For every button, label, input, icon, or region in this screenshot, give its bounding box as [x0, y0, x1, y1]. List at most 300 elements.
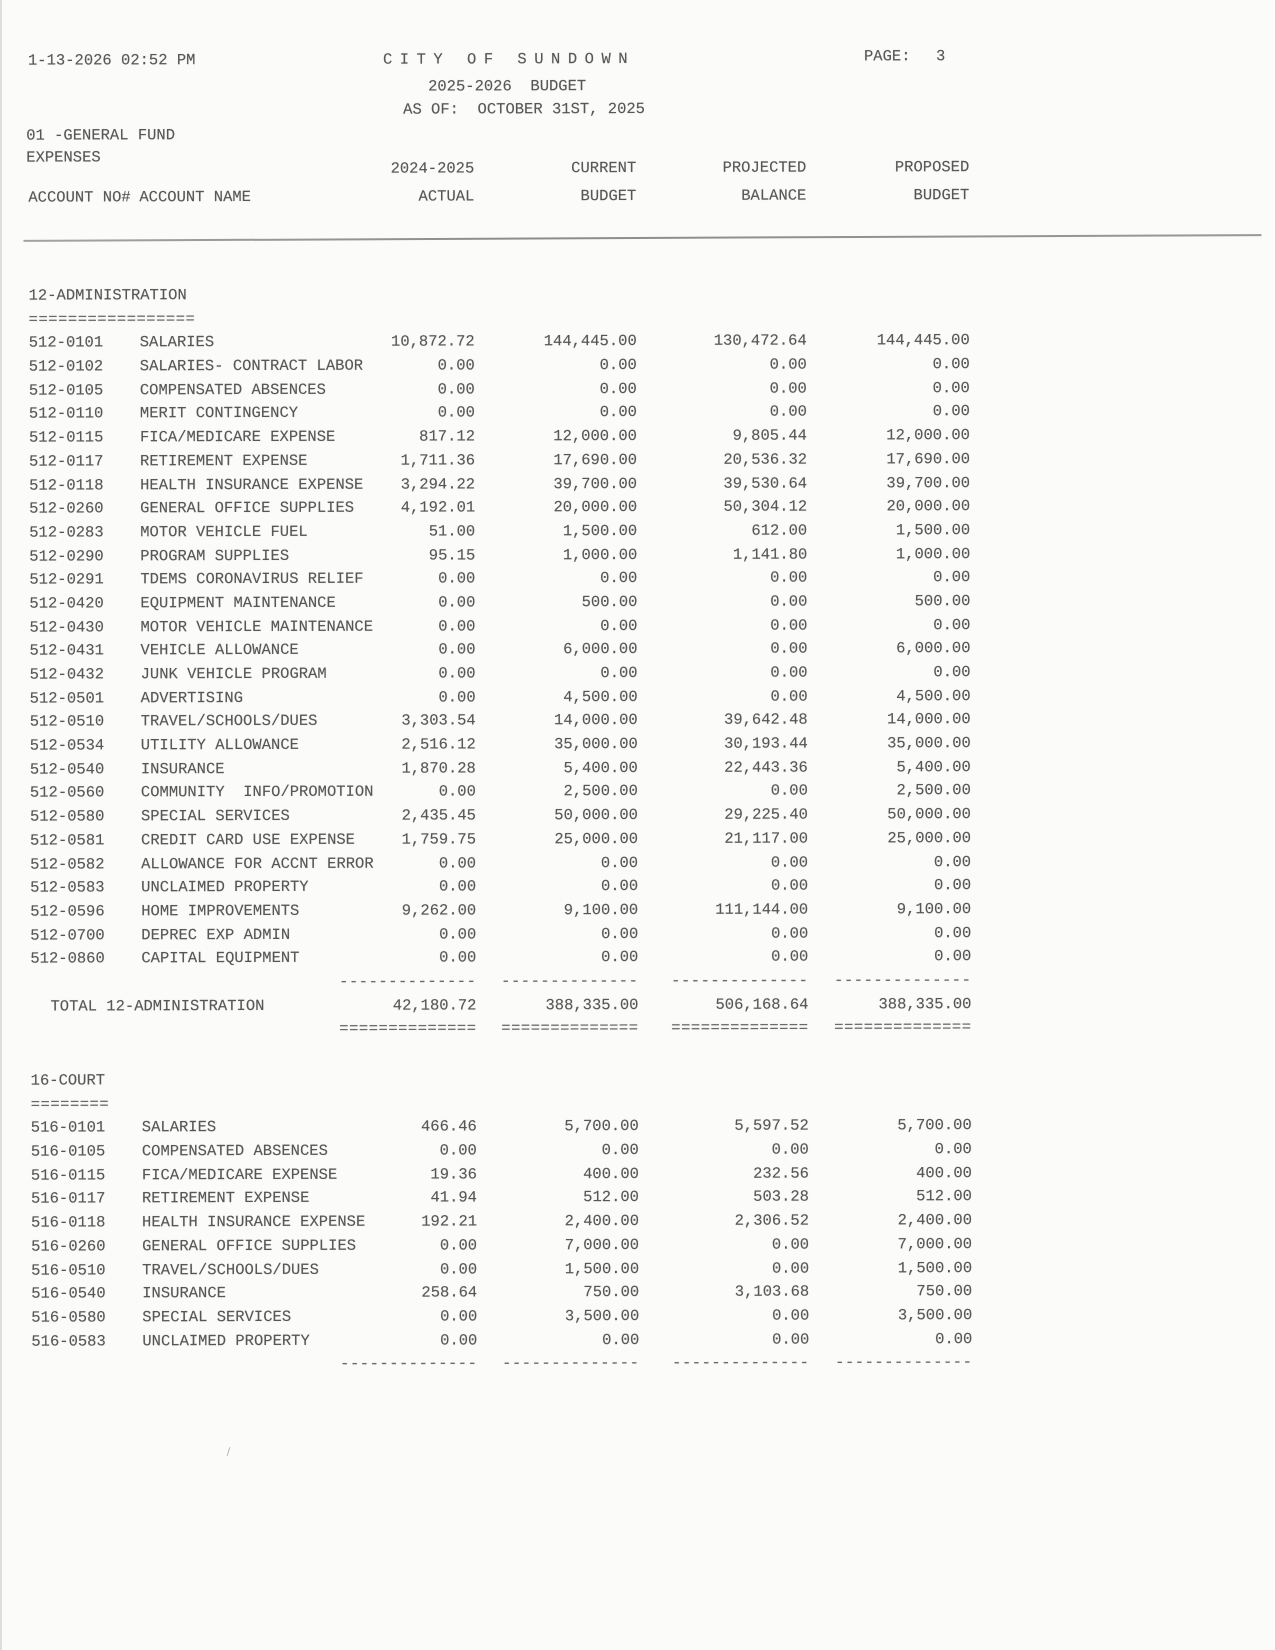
table-row — [0, 471, 1274, 498]
projected-balance-cell: 0.00 — [772, 1306, 810, 1325]
account-name-cell: INSURANCE — [142, 1284, 226, 1303]
projected-balance-cell: 111,144.00 — [715, 900, 809, 919]
table-row — [1, 1114, 1275, 1141]
projected-balance-cell: 612.00 — [751, 521, 808, 540]
actual-cell: 0.00 — [437, 403, 475, 422]
printed-datetime: 1-13-2026 02:52 PM — [27, 51, 196, 70]
projected-balance-cell: 0.00 — [770, 639, 808, 658]
page-number: 3 — [935, 47, 946, 66]
account-no-cell: 512-0534 — [29, 736, 105, 755]
current-budget-cell: 400.00 — [583, 1164, 639, 1183]
col-actual-header: ACTUAL — [418, 187, 475, 206]
proposed-budget-cell: 5,700.00 — [897, 1116, 972, 1135]
proposed-budget-cell: 39,700.00 — [886, 473, 971, 492]
projected-balance-cell: 1,141.80 — [732, 545, 808, 564]
proposed-budget-cell: 1,000.00 — [895, 544, 971, 563]
account-no-cell: 512-0118 — [29, 475, 104, 495]
projected-balance-cell: 0.00 — [771, 1259, 810, 1278]
actual-cell: 0.00 — [438, 782, 476, 801]
dash-separator-row — [0, 968, 1275, 995]
account-no-cell: 512-0432 — [29, 665, 105, 684]
proposed-budget-cell: 5,400.00 — [896, 757, 971, 777]
account-name-cell: INSURANCE — [140, 759, 225, 779]
total-actual-cell: 42,180.72 — [392, 996, 477, 1015]
account-no-cell: 512-0102 — [28, 357, 104, 376]
section-underline: ======== — [30, 1095, 110, 1114]
table-row — [0, 637, 1275, 664]
account-name-cell: GENERAL OFFICE SUPPLIES — [140, 498, 355, 518]
account-no-cell: 512-0582 — [30, 854, 105, 874]
section-heading-line — [1, 1066, 1275, 1093]
current-budget-cell: 9,100.00 — [563, 900, 639, 920]
account-no-cell: 512-0583 — [30, 878, 105, 897]
current-budget-cell: 39,700.00 — [553, 474, 638, 493]
col-budget2-header: BUDGET — [913, 186, 970, 205]
current-budget-cell: 500.00 — [581, 592, 638, 612]
account-no-cell: 512-0290 — [29, 546, 104, 566]
projected-balance-cell: 3,103.68 — [734, 1282, 810, 1301]
current-budget-cell: 0.00 — [600, 616, 638, 635]
current-budget-cell: 0.00 — [601, 1141, 639, 1160]
account-no-cell: 516-0117 — [30, 1189, 106, 1209]
account-name-cell: SPECIAL SERVICES — [142, 1307, 292, 1327]
account-no-cell: 516-0540 — [31, 1284, 106, 1303]
proposed-budget-cell: 0.00 — [933, 876, 972, 895]
account-name-cell: MOTOR VEHICLE FUEL — [140, 522, 308, 542]
proposed-budget-cell: 0.00 — [933, 615, 971, 634]
proposed-budget-cell: 2,400.00 — [897, 1211, 973, 1230]
table-row — [0, 329, 1274, 356]
account-name-cell: TRAVEL/SCHOOLS/DUES — [140, 712, 318, 731]
table-row — [1, 1327, 1275, 1354]
actual-cell: 0.00 — [437, 380, 475, 399]
projected-balance-cell: 0.00 — [770, 853, 809, 872]
projected-balance-cell: 29,225.40 — [724, 805, 808, 824]
actual-cell: 1,759.75 — [401, 830, 477, 849]
proposed-budget-cell: 14,000.00 — [886, 710, 971, 729]
proposed-budget-cell: 0.00 — [933, 568, 971, 587]
section-16-court — [1, 1066, 1275, 1377]
table-row — [0, 779, 1275, 806]
dash-separator: -------------- — [834, 971, 972, 990]
section-total-row — [0, 992, 1275, 1019]
current-budget-cell: 0.00 — [600, 877, 639, 896]
projected-balance-cell: 0.00 — [770, 876, 809, 895]
current-budget-cell: 1,000.00 — [562, 545, 638, 564]
actual-cell: 2,516.12 — [401, 735, 476, 754]
actual-cell: 95.15 — [428, 545, 476, 565]
actual-cell: 10,872.72 — [390, 332, 475, 352]
column-header-row-1 — [0, 155, 1273, 182]
account-no-cell: 512-0110 — [28, 404, 104, 424]
proposed-budget-cell: 0.00 — [934, 1140, 972, 1159]
dash-separator-row — [1, 1351, 1275, 1378]
actual-cell: 51.00 — [428, 522, 476, 541]
current-budget-cell: 0.00 — [602, 1330, 640, 1349]
account-no-cell: 512-0510 — [29, 712, 105, 731]
actual-cell: 0.00 — [439, 1141, 477, 1160]
account-name-cell: COMPENSATED ABSENCES — [141, 1141, 328, 1161]
table-row — [0, 660, 1275, 687]
table-row — [0, 423, 1274, 450]
equal-separator: ============== — [671, 1018, 809, 1038]
projected-balance-cell: 503.28 — [753, 1187, 809, 1207]
actual-cell: 0.00 — [438, 569, 476, 588]
projected-balance-cell: 0.00 — [770, 663, 808, 682]
actual-cell: 817.12 — [419, 427, 476, 446]
table-row — [0, 495, 1274, 522]
actual-cell: 0.00 — [438, 853, 477, 873]
projected-balance-cell: 0.00 — [771, 924, 809, 943]
table-row — [1, 1280, 1275, 1307]
actual-cell: 3,294.22 — [400, 474, 476, 494]
account-name-cell: ADVERTISING — [140, 688, 244, 707]
account-name-cell: EQUIPMENT MAINTENANCE — [140, 593, 336, 613]
projected-balance-cell: 0.00 — [770, 616, 808, 635]
projected-balance-cell: 30,193.44 — [724, 734, 808, 753]
account-name-cell: SALARIES — [141, 1118, 217, 1137]
account-no-cell: 516-0510 — [31, 1260, 106, 1280]
col-actual-year-header: 2024-2025 — [390, 159, 475, 178]
table-row — [0, 802, 1275, 829]
table-row — [0, 447, 1274, 474]
current-budget-cell: 0.00 — [599, 403, 637, 422]
dash-separator: -------------- — [339, 972, 477, 991]
actual-cell: 258.64 — [421, 1283, 478, 1302]
account-no-cell: 512-0431 — [29, 641, 104, 660]
current-budget-cell: 2,400.00 — [564, 1212, 640, 1231]
proposed-budget-cell: 0.00 — [932, 355, 970, 374]
current-budget-cell: 750.00 — [583, 1283, 640, 1302]
account-name-cell: CREDIT CARD USE EXPENSE — [141, 830, 355, 850]
actual-cell: 4,192.01 — [400, 498, 476, 517]
current-budget-cell: 0.00 — [600, 569, 638, 588]
proposed-budget-cell: 17,690.00 — [886, 449, 971, 469]
actual-cell: 0.00 — [438, 877, 477, 896]
current-budget-cell: 7,000.00 — [564, 1235, 640, 1255]
account-no-cell: 516-0118 — [31, 1213, 106, 1232]
section-heading-line — [0, 281, 1274, 308]
actual-cell: 0.00 — [438, 688, 476, 707]
actual-cell: 1,711.36 — [400, 451, 476, 470]
account-name-cell: UNCLAIMED PROPERTY — [141, 878, 309, 897]
current-budget-cell: 2,500.00 — [563, 782, 638, 801]
account-name-cell: SALARIES- CONTRACT LABOR — [139, 356, 364, 376]
account-name-cell: COMMUNITY INFO/PROMOTION — [140, 783, 374, 802]
account-no-cell: 512-0581 — [30, 831, 105, 850]
proposed-budget-cell: 1,500.00 — [897, 1258, 973, 1277]
equal-separator: ============== — [834, 1018, 972, 1037]
current-budget-cell: 0.00 — [599, 379, 637, 398]
total-current-budget-cell: 388,335.00 — [545, 995, 639, 1014]
proposed-budget-cell: 2,500.00 — [896, 781, 971, 800]
account-no-cell: 512-0283 — [29, 523, 104, 542]
account-name-cell: VEHICLE ALLOWANCE — [140, 641, 299, 660]
account-no-cell: 512-0101 — [28, 333, 104, 352]
projected-balance-cell: 39,642.48 — [723, 710, 808, 730]
projected-balance-cell: 0.00 — [771, 1140, 809, 1159]
current-budget-cell: 14,000.00 — [553, 711, 638, 730]
account-no-cell: 512-0291 — [29, 570, 104, 589]
projected-balance-cell: 0.00 — [769, 355, 807, 374]
current-budget-cell: 12,000.00 — [553, 427, 638, 446]
actual-cell: 0.00 — [438, 640, 476, 659]
table-row — [1, 1303, 1275, 1330]
total-projected-balance-cell: 506,168.64 — [715, 995, 809, 1014]
col-budget-header: BUDGET — [580, 187, 637, 206]
projected-balance-cell: 21,117.00 — [724, 829, 809, 848]
account-name-cell: RETIREMENT EXPENSE — [140, 451, 308, 471]
account-name-cell: HEALTH INSURANCE EXPENSE — [140, 475, 364, 494]
account-no-cell: 512-0105 — [28, 381, 104, 400]
projected-balance-cell: 0.00 — [769, 402, 807, 422]
projected-balance-cell: 130,472.64 — [713, 331, 807, 351]
proposed-budget-cell: 4,500.00 — [896, 686, 971, 706]
report-subtitle: 2025-2026 BUDGET — [428, 77, 587, 96]
proposed-budget-cell: 3,500.00 — [897, 1306, 973, 1325]
equal-separator: ============== — [339, 1019, 477, 1039]
proposed-budget-cell: 144,445.00 — [876, 331, 970, 350]
table-row — [1, 1137, 1275, 1164]
section-heading: 12-ADMINISTRATION — [28, 286, 187, 305]
account-no-cell: 512-0596 — [30, 902, 105, 921]
proposed-budget-cell: 0.00 — [935, 1329, 973, 1348]
fund-name: 01 -GENERAL FUND — [26, 126, 176, 145]
actual-cell: 41.94 — [430, 1188, 477, 1207]
actual-cell: 3,303.54 — [401, 711, 476, 730]
projected-balance-cell: 0.00 — [770, 592, 808, 611]
section-underline-line — [0, 305, 1274, 332]
actual-cell: 0.00 — [438, 593, 476, 612]
account-name-cell: HOME IMPROVEMENTS — [141, 901, 300, 921]
account-name-cell: GENERAL OFFICE SUPPLIES — [142, 1236, 357, 1256]
proposed-budget-cell: 1,500.00 — [895, 521, 971, 540]
account-name-cell: FICA/MEDICARE EXPENSE — [141, 1165, 338, 1185]
table-row — [0, 518, 1274, 545]
report-title: C I T Y O F S U N D O W N — [382, 50, 627, 69]
col-current-header: CURRENT — [571, 159, 637, 178]
account-no-cell: 512-0560 — [29, 783, 105, 803]
table-row — [0, 400, 1274, 427]
projected-balance-cell: 9,805.44 — [732, 426, 808, 445]
current-budget-cell: 0.00 — [600, 663, 638, 683]
proposed-budget-cell: 12,000.00 — [886, 426, 971, 445]
proposed-budget-cell: 25,000.00 — [887, 828, 972, 848]
current-budget-cell: 6,000.00 — [563, 640, 638, 659]
account-no-cell: 512-0501 — [29, 689, 105, 708]
section-underline: ================= — [28, 309, 196, 329]
account-no-header: ACCOUNT NO# — [28, 188, 131, 207]
col-proposed-header: PROPOSED — [894, 158, 970, 177]
col-projected-header: PROJECTED — [722, 158, 807, 177]
projected-balance-cell: 20,536.32 — [723, 450, 808, 469]
actual-cell: 0.00 — [438, 617, 476, 636]
account-name-cell: DEPREC EXP ADMIN — [141, 925, 291, 944]
current-budget-cell: 20,000.00 — [553, 498, 638, 517]
proposed-budget-cell: 500.00 — [914, 592, 971, 611]
account-no-cell: 516-0105 — [30, 1142, 106, 1161]
section-total-label: TOTAL 12-ADMINISTRATION — [50, 996, 265, 1016]
table-row — [0, 708, 1275, 735]
actual-cell: 0.00 — [440, 1330, 478, 1350]
table-row — [1, 1208, 1275, 1235]
actual-cell: 1,870.28 — [401, 759, 476, 778]
account-name-cell: HEALTH INSURANCE EXPENSE — [142, 1212, 366, 1232]
current-budget-cell: 1,500.00 — [562, 521, 638, 541]
table-row — [0, 731, 1275, 758]
actual-cell: 0.00 — [439, 1259, 478, 1279]
actual-cell: 9,262.00 — [401, 901, 477, 920]
table-row — [0, 945, 1275, 972]
account-no-cell: 516-0260 — [31, 1237, 106, 1256]
account-name-cell: UNCLAIMED PROPERTY — [142, 1331, 310, 1350]
account-name-cell: PROGRAM SUPPLIES — [140, 546, 290, 565]
account-name-cell: COMPENSATED ABSENCES — [139, 380, 326, 400]
table-row — [1, 1161, 1275, 1188]
projected-balance-cell: 2,306.52 — [734, 1211, 810, 1230]
proposed-budget-cell: 512.00 — [916, 1187, 972, 1206]
equal-separator: ============== — [501, 1019, 639, 1038]
projected-balance-cell: 0.00 — [772, 1330, 810, 1349]
actual-cell: 0.00 — [437, 356, 475, 375]
actual-cell: 19.36 — [430, 1165, 477, 1184]
proposed-budget-cell: 0.00 — [933, 852, 972, 871]
actual-cell: 2,435.45 — [401, 806, 476, 825]
table-row — [0, 589, 1274, 616]
projected-balance-cell: 0.00 — [769, 379, 807, 398]
proposed-budget-cell: 6,000.00 — [896, 639, 971, 658]
current-budget-cell: 25,000.00 — [554, 829, 639, 849]
table-row — [0, 542, 1274, 569]
projected-balance-cell: 0.00 — [770, 781, 808, 801]
projected-balance-cell: 0.00 — [770, 568, 808, 587]
account-name-cell: TRAVEL/SCHOOLS/DUES — [142, 1260, 319, 1279]
proposed-budget-cell: 9,100.00 — [896, 900, 972, 919]
actual-cell: 0.00 — [438, 664, 476, 683]
account-no-cell: 516-0583 — [31, 1331, 106, 1351]
statement-type: EXPENSES — [26, 148, 101, 167]
proposed-budget-cell: 50,000.00 — [887, 805, 971, 824]
proposed-budget-cell: 0.00 — [932, 378, 970, 397]
current-budget-cell: 0.00 — [601, 924, 639, 943]
account-no-cell: 512-0580 — [29, 807, 105, 826]
actual-cell: 0.00 — [439, 1236, 478, 1255]
table-row — [0, 352, 1274, 379]
projected-balance-cell: 0.00 — [771, 1235, 810, 1254]
account-name-cell: SPECIAL SERVICES — [140, 807, 290, 826]
current-budget-cell: 50,000.00 — [554, 806, 638, 825]
account-no-cell: 512-0860 — [30, 949, 105, 968]
account-no-cell: 516-0580 — [31, 1308, 106, 1327]
account-name-cell: ALLOWANCE FOR ACCNT ERROR — [141, 854, 374, 873]
dash-separator: -------------- — [672, 1353, 810, 1373]
actual-cell: 0.00 — [439, 924, 477, 944]
account-name-cell: TDEMS CORONAVIRUS RELIEF — [140, 569, 364, 589]
equal-separator-row — [1, 1016, 1275, 1043]
account-name-cell: FICA/MEDICARE EXPENSE — [139, 427, 336, 447]
account-no-cell: 516-0101 — [30, 1118, 106, 1137]
account-name-header: ACCOUNT NAME — [139, 188, 252, 207]
projected-balance-cell: 5,597.52 — [734, 1116, 809, 1136]
dash-separator: -------------- — [835, 1353, 973, 1372]
table-row — [0, 566, 1274, 593]
proposed-budget-cell: 750.00 — [916, 1282, 973, 1301]
proposed-budget-cell: 400.00 — [916, 1163, 972, 1183]
dash-separator: -------------- — [671, 971, 809, 990]
table-row — [0, 897, 1275, 924]
header-rule — [23, 234, 1261, 242]
current-budget-cell: 3,500.00 — [564, 1306, 640, 1326]
current-budget-cell: 17,690.00 — [553, 450, 638, 470]
dash-separator: -------------- — [501, 971, 639, 991]
section-heading: 16-COURT — [30, 1071, 106, 1090]
table-row — [0, 826, 1275, 853]
column-header-row-2 — [0, 183, 1273, 210]
account-no-cell: 516-0115 — [30, 1166, 106, 1185]
account-no-cell: 512-0420 — [29, 594, 104, 613]
projected-balance-cell: 22,443.36 — [724, 758, 808, 777]
actual-cell: 0.00 — [439, 948, 477, 967]
table-row — [0, 684, 1275, 711]
proposed-budget-cell: 7,000.00 — [897, 1234, 973, 1254]
account-name-cell: CAPITAL EQUIPMENT — [141, 949, 300, 968]
account-name-cell: SALARIES — [139, 333, 215, 352]
section-12-administration — [0, 281, 1275, 1042]
table-row — [0, 613, 1275, 640]
proposed-budget-cell: 0.00 — [932, 402, 970, 421]
proposed-budget-cell: 0.00 — [934, 947, 972, 966]
table-row — [1, 1256, 1275, 1283]
current-budget-cell: 0.00 — [599, 356, 637, 375]
account-no-cell: 512-0430 — [29, 618, 104, 637]
proposed-budget-cell: 20,000.00 — [886, 497, 971, 516]
page-label: PAGE: — [863, 47, 911, 66]
account-name-cell: UTILITY ALLOWANCE — [140, 735, 299, 755]
table-row — [0, 921, 1275, 948]
account-no-cell: 512-0117 — [29, 452, 104, 471]
account-name-cell: JUNK VEHICLE PROGRAM — [140, 664, 327, 684]
current-budget-cell: 512.00 — [583, 1188, 639, 1207]
current-budget-cell: 35,000.00 — [554, 735, 638, 754]
actual-cell: 0.00 — [440, 1307, 478, 1326]
current-budget-cell: 5,400.00 — [563, 758, 638, 777]
total-proposed-budget-cell: 388,335.00 — [878, 994, 972, 1013]
account-name-cell: MOTOR VEHICLE MAINTENANCE — [140, 617, 374, 636]
actual-cell: 192.21 — [421, 1212, 478, 1231]
table-row — [0, 376, 1274, 403]
current-budget-cell: 0.00 — [601, 948, 639, 967]
account-no-cell: 512-0260 — [29, 499, 104, 518]
table-row — [1, 1185, 1275, 1212]
account-no-cell: 512-0700 — [30, 925, 105, 945]
table-row — [0, 874, 1275, 901]
proposed-budget-cell: 0.00 — [934, 923, 972, 942]
account-no-cell: 512-0115 — [28, 428, 104, 447]
table-row — [1, 1232, 1275, 1259]
dash-separator: -------------- — [340, 1354, 478, 1374]
actual-cell: 466.46 — [420, 1117, 477, 1136]
current-budget-cell: 0.00 — [600, 853, 639, 872]
current-budget-cell: 144,445.00 — [543, 332, 637, 351]
section-underline-line — [1, 1090, 1275, 1117]
account-no-cell: 512-0540 — [29, 760, 105, 779]
dash-separator: -------------- — [502, 1354, 640, 1373]
current-budget-cell: 4,500.00 — [563, 687, 638, 706]
table-row — [0, 850, 1275, 877]
projected-balance-cell: 0.00 — [770, 687, 808, 706]
col-balance-header: BALANCE — [741, 186, 807, 205]
proposed-budget-cell: 0.00 — [933, 663, 971, 682]
